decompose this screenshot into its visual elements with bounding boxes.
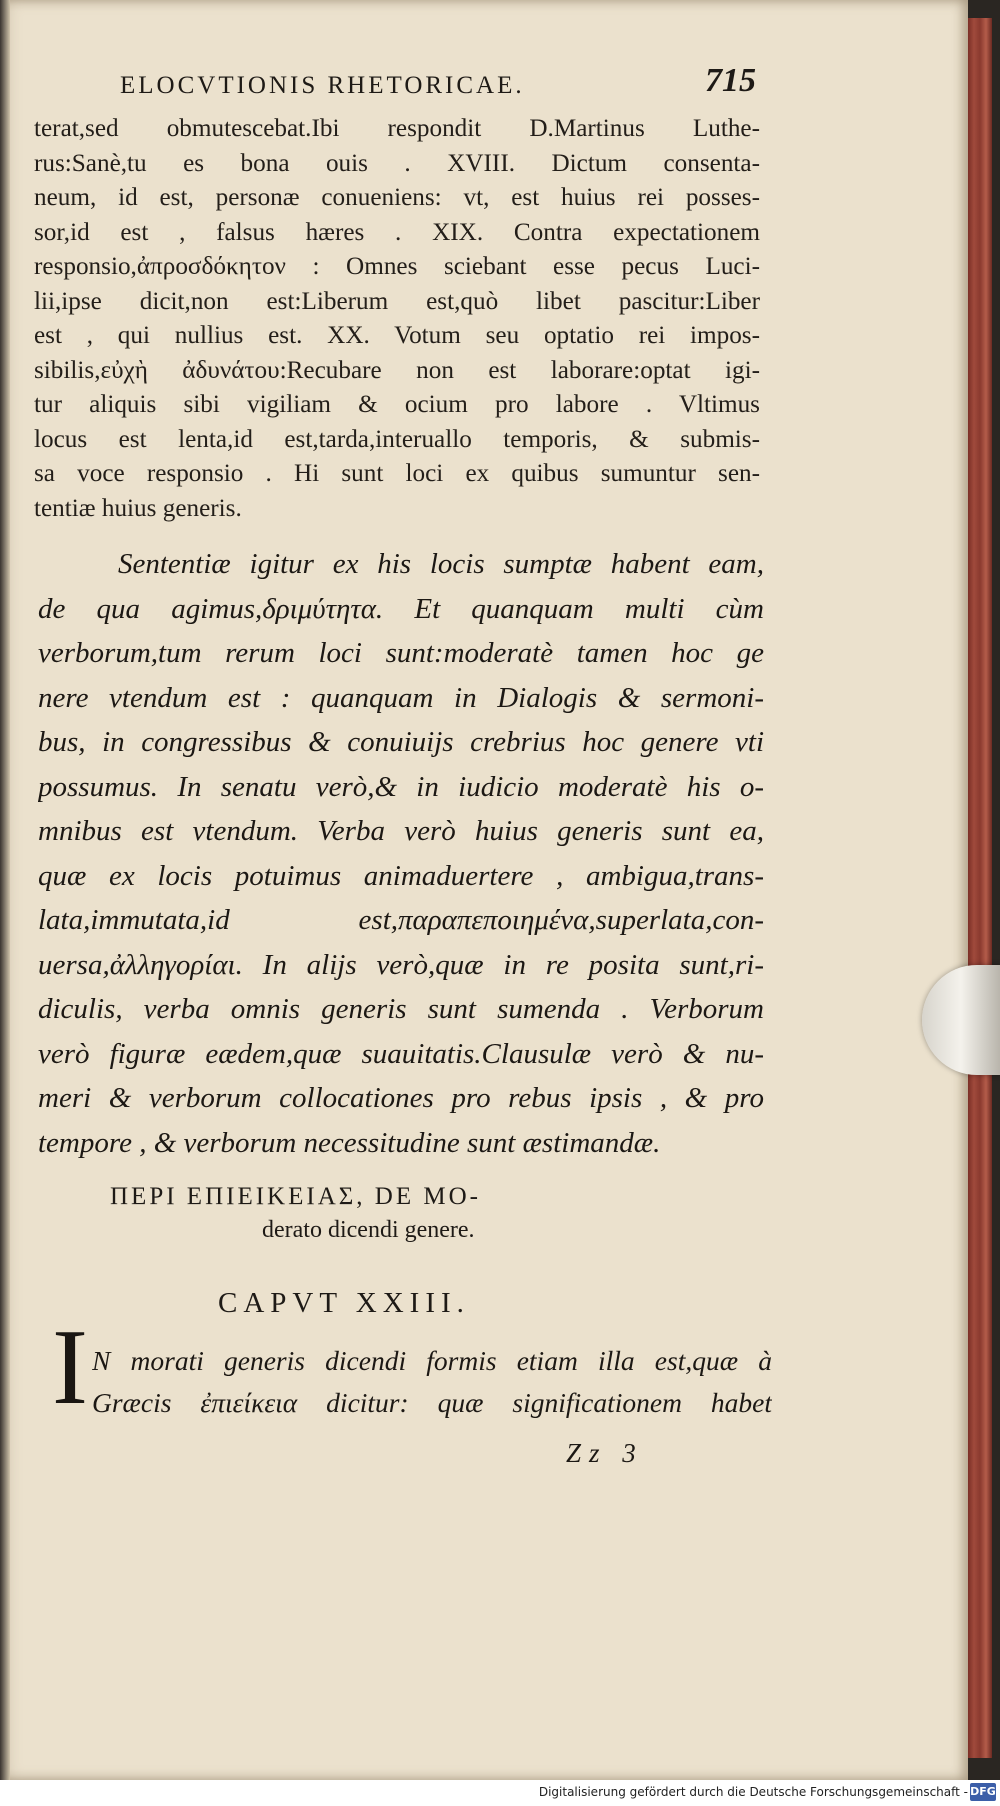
text-line: bus, in congressibus & conuiuijs crebrius hoc genere vti <box>38 726 764 758</box>
section-heading-line: ΠΕΡΙ ΕΠΙΕΙΚΕΙΑΣ, DE MO- <box>110 1183 481 1210</box>
red-page-edge <box>968 18 992 1758</box>
text-line: terat,sed obmutescebat.Ibi respondit D.Martinus Luthe- <box>34 115 760 142</box>
text-line: possumus. In senatu verò,& in iudicio moderatè his o- <box>38 770 764 803</box>
text-line: mnibus est vtendum. Verba verò huius generis sunt ea, <box>38 815 764 847</box>
text-line: verborum,tum rerum loci sunt:moderatè tamen hoc ge <box>38 637 764 669</box>
section-heading <box>110 1183 730 1244</box>
footer-credit: Digitalisierung gefördert durch die Deutsche Forschungsgemeinschaft - <box>538 1785 968 1799</box>
text-line: uersa,ἀλληγορίαι. In alijs verò,quæ in re posita sunt,ri- <box>38 948 764 981</box>
text-line: sor,id est , falsus hæres . XIX. Contra expectationem <box>34 218 760 246</box>
text-line: quæ ex locis potuimus animaduertere , ambigua,trans- <box>38 859 764 892</box>
text-line: tentiæ huius generis. <box>34 494 242 522</box>
text-line: neum, id est, personæ conueniens: vt, est huius rei posses- <box>34 184 760 211</box>
chapter-heading: CAPVT XXIII. <box>218 1287 470 1319</box>
dfg-logo-icon: DFG <box>970 1783 996 1801</box>
text-line: locus est lenta,id est,tarda,interuallo temporis, & submis- <box>34 425 760 453</box>
text-line: nere vtendum est : quanquam in Dialogis & sermoni- <box>38 681 764 714</box>
signature-mark: Zz 3 <box>566 1438 644 1468</box>
text-line: tur aliquis sibi vigiliam & ocium pro labore . Vltimus <box>34 391 760 418</box>
italic-text-block <box>38 542 764 1165</box>
text-line: rus:Sanè,tu es bona ouis . XVIII. Dictum consenta- <box>34 149 760 177</box>
running-head: ELOCVTIONIS RHETORICAE. <box>120 72 525 99</box>
text-line: de qua agimus,δριμύτητα. Et quanquam multi cùm <box>38 592 764 625</box>
text-line: lata,immutata,id est,παραπεποιημένα,superlata,con- <box>38 904 764 936</box>
text-line: tempore , & verborum necessitudine sunt æstimandæ. <box>38 1126 661 1159</box>
roman-text-block <box>34 112 760 526</box>
text-line: verò figuræ eædem,quæ suauitatis.Clausulæ verò & nu- <box>38 1037 764 1070</box>
digitization-footer <box>0 1780 1000 1806</box>
text-line: Græcis ἐπιείκεια dicitur: quæ significationem habet <box>92 1387 772 1418</box>
drop-cap: I <box>52 1308 88 1427</box>
gutter-shadow <box>0 0 10 1780</box>
page-number: 715 <box>705 62 756 99</box>
text-line: sa voce responsio . Hi sunt loci ex quibus sumuntur sen- <box>34 460 760 487</box>
text-line: diculis, verba omnis generis sunt sumenda . Verborum <box>38 993 764 1025</box>
text-line: N morati generis dicendi formis etiam illa est,quæ à <box>92 1345 772 1376</box>
text-line: lii,ipse dicit,non est:Liberum est,quò libet pascitur:Liber <box>34 287 760 315</box>
final-paragraph <box>92 1340 772 1424</box>
text-line: Sententiæ igitur ex his locis sumptæ habent eam, <box>118 548 764 580</box>
text-line: responsio,ἀπροσδόκητον : Omnes sciebant esse pecus Luci- <box>34 253 760 280</box>
section-heading-line: derato dicendi genere. <box>262 1217 475 1243</box>
text-line: meri & verborum collocationes pro rebus ipsis , & pro <box>38 1082 764 1114</box>
text-line: est , qui nullius est. XX. Votum seu optatio rei impos- <box>34 322 760 349</box>
text-line: sibilis,εὐχὴ ἀδυνάτου:Recubare non est laborare:optat igi- <box>34 356 760 384</box>
